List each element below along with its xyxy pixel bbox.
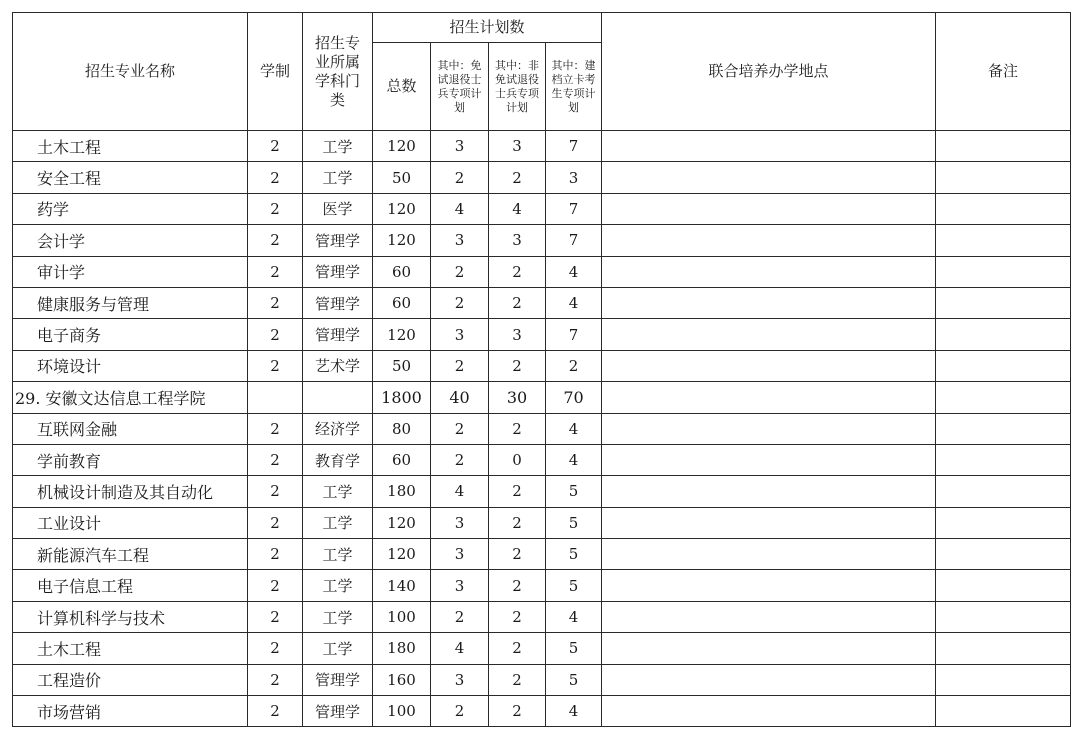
major-name-cell: 互联网金融 [13, 413, 248, 444]
table-row [13, 131, 1071, 162]
duration-cell: 2 [248, 601, 303, 632]
total-cell: 60 [373, 256, 431, 287]
remark-cell [936, 476, 1071, 507]
veteran-exempt-cell: 3 [431, 131, 489, 162]
remark-cell [936, 193, 1071, 224]
major-name-cell: 电子信息工程 [13, 570, 248, 601]
total-cell: 120 [373, 507, 431, 538]
major-name-cell: 土木工程 [13, 633, 248, 664]
veteran-nonexempt-cell: 0 [489, 444, 546, 475]
veteran-nonexempt-cell: 2 [489, 256, 546, 287]
location-cell [602, 350, 936, 381]
table-row [13, 319, 1071, 350]
veteran-nonexempt-cell: 3 [489, 131, 546, 162]
table-row [13, 287, 1071, 318]
location-cell [602, 476, 936, 507]
duration-cell: 2 [248, 664, 303, 695]
discipline-cell: 工学 [303, 601, 373, 632]
major-name-cell: 机械设计制造及其自动化 [13, 476, 248, 507]
major-name-cell: 土木工程 [13, 131, 248, 162]
poverty-cell: 7 [546, 193, 602, 224]
total-cell: 60 [373, 287, 431, 318]
header-veteran-nonexempt: 其中：非免试退役士兵专项计划 [489, 43, 546, 131]
location-cell [602, 633, 936, 664]
poverty-cell: 3 [546, 162, 602, 193]
veteran-exempt-cell: 3 [431, 664, 489, 695]
total-cell: 80 [373, 413, 431, 444]
duration-cell: 2 [248, 413, 303, 444]
discipline-cell: 教育学 [303, 444, 373, 475]
location-cell [602, 413, 936, 444]
location-cell [602, 539, 936, 570]
location-cell [602, 131, 936, 162]
major-name-cell: 市场营销 [13, 696, 248, 727]
total-cell: 120 [373, 193, 431, 224]
remark-cell [936, 696, 1071, 727]
location-cell [602, 319, 936, 350]
duration-cell: 2 [248, 696, 303, 727]
location-cell [602, 287, 936, 318]
duration-cell: 2 [248, 287, 303, 318]
poverty-cell: 4 [546, 601, 602, 632]
discipline-cell: 艺术学 [303, 350, 373, 381]
major-name-cell: 29. 安徽文达信息工程学院 [13, 382, 248, 413]
major-name-cell: 安全工程 [13, 162, 248, 193]
major-name-cell: 计算机科学与技术 [13, 601, 248, 632]
table-row [13, 539, 1071, 570]
veteran-exempt-cell: 3 [431, 539, 489, 570]
duration-cell: 2 [248, 131, 303, 162]
discipline-cell: 工学 [303, 539, 373, 570]
veteran-nonexempt-cell: 2 [489, 350, 546, 381]
major-name-cell: 会计学 [13, 225, 248, 256]
table-row [13, 696, 1071, 727]
major-name-cell: 工程造价 [13, 664, 248, 695]
remark-cell [936, 601, 1071, 632]
veteran-nonexempt-cell: 2 [489, 601, 546, 632]
major-name-cell: 审计学 [13, 256, 248, 287]
total-cell: 120 [373, 225, 431, 256]
poverty-cell: 5 [546, 570, 602, 601]
table-row [13, 444, 1071, 475]
veteran-exempt-cell: 2 [431, 256, 489, 287]
total-cell: 120 [373, 539, 431, 570]
duration-cell: 2 [248, 193, 303, 224]
remark-cell [936, 539, 1071, 570]
duration-cell: 2 [248, 539, 303, 570]
veteran-nonexempt-cell: 2 [489, 633, 546, 664]
veteran-exempt-cell: 2 [431, 413, 489, 444]
remark-cell [936, 162, 1071, 193]
discipline-cell: 管理学 [303, 287, 373, 318]
table-row [13, 225, 1071, 256]
discipline-cell: 管理学 [303, 225, 373, 256]
discipline-cell: 工学 [303, 633, 373, 664]
duration-cell: 2 [248, 444, 303, 475]
header-location: 联合培养办学地点 [602, 13, 936, 131]
header-total: 总数 [373, 43, 431, 131]
veteran-nonexempt-cell: 2 [489, 539, 546, 570]
veteran-nonexempt-cell: 4 [489, 193, 546, 224]
location-cell [602, 570, 936, 601]
header-plan-group: 招生计划数 [373, 13, 602, 43]
veteran-nonexempt-cell: 2 [489, 664, 546, 695]
header-discipline: 招生专业所属学科门类 [303, 13, 373, 131]
veteran-exempt-cell: 3 [431, 225, 489, 256]
remark-cell [936, 570, 1071, 601]
discipline-cell: 管理学 [303, 319, 373, 350]
total-cell: 50 [373, 350, 431, 381]
table-row [13, 256, 1071, 287]
poverty-cell: 7 [546, 225, 602, 256]
veteran-exempt-cell: 40 [431, 382, 489, 413]
veteran-nonexempt-cell: 30 [489, 382, 546, 413]
veteran-nonexempt-cell: 2 [489, 476, 546, 507]
discipline-cell: 管理学 [303, 256, 373, 287]
table-row [13, 570, 1071, 601]
major-name-cell: 新能源汽车工程 [13, 539, 248, 570]
poverty-cell: 5 [546, 507, 602, 538]
major-name-cell: 环境设计 [13, 350, 248, 381]
header-veteran-exempt: 其中：免试退役士兵专项计划 [431, 43, 489, 131]
header-poverty: 其中：建档立卡考生专项计划 [546, 43, 602, 131]
table-row [13, 633, 1071, 664]
duration-cell: 2 [248, 319, 303, 350]
veteran-exempt-cell: 3 [431, 570, 489, 601]
remark-cell [936, 225, 1071, 256]
location-cell [602, 444, 936, 475]
duration-cell: 2 [248, 633, 303, 664]
remark-cell [936, 131, 1071, 162]
duration-cell: 2 [248, 350, 303, 381]
veteran-exempt-cell: 2 [431, 162, 489, 193]
discipline-cell: 工学 [303, 570, 373, 601]
header-duration: 学制 [248, 13, 303, 131]
table-row [13, 162, 1071, 193]
veteran-exempt-cell: 3 [431, 507, 489, 538]
veteran-exempt-cell: 3 [431, 319, 489, 350]
total-cell: 120 [373, 131, 431, 162]
remark-cell [936, 287, 1071, 318]
header-major-name: 招生专业名称 [13, 13, 248, 131]
table-row [13, 193, 1071, 224]
location-cell [602, 507, 936, 538]
poverty-cell: 5 [546, 476, 602, 507]
total-cell: 160 [373, 664, 431, 695]
total-cell: 140 [373, 570, 431, 601]
poverty-cell: 7 [546, 131, 602, 162]
poverty-cell: 4 [546, 287, 602, 318]
major-name-cell: 健康服务与管理 [13, 287, 248, 318]
table-row [13, 476, 1071, 507]
veteran-exempt-cell: 2 [431, 350, 489, 381]
veteran-exempt-cell: 4 [431, 193, 489, 224]
table-row [13, 350, 1071, 381]
veteran-nonexempt-cell: 2 [489, 162, 546, 193]
enrollment-plan-table [12, 12, 1071, 727]
discipline-cell: 经济学 [303, 413, 373, 444]
veteran-nonexempt-cell: 2 [489, 413, 546, 444]
major-name-cell: 电子商务 [13, 319, 248, 350]
duration-cell: 2 [248, 507, 303, 538]
veteran-exempt-cell: 4 [431, 633, 489, 664]
discipline-cell: 工学 [303, 131, 373, 162]
total-cell: 100 [373, 696, 431, 727]
veteran-nonexempt-cell: 2 [489, 570, 546, 601]
location-cell [602, 696, 936, 727]
duration-cell: 2 [248, 256, 303, 287]
location-cell [602, 256, 936, 287]
duration-cell [248, 382, 303, 413]
discipline-cell: 工学 [303, 162, 373, 193]
location-cell [602, 601, 936, 632]
remark-cell [936, 507, 1071, 538]
remark-cell [936, 319, 1071, 350]
table-row [13, 413, 1071, 444]
poverty-cell: 5 [546, 539, 602, 570]
discipline-cell [303, 382, 373, 413]
header-remark: 备注 [936, 13, 1071, 131]
veteran-exempt-cell: 4 [431, 476, 489, 507]
total-cell: 1800 [373, 382, 431, 413]
location-cell [602, 193, 936, 224]
total-cell: 50 [373, 162, 431, 193]
location-cell [602, 225, 936, 256]
veteran-exempt-cell: 2 [431, 601, 489, 632]
poverty-cell: 4 [546, 413, 602, 444]
location-cell [602, 382, 936, 413]
duration-cell: 2 [248, 570, 303, 601]
table-row [13, 507, 1071, 538]
discipline-cell: 工学 [303, 507, 373, 538]
major-name-cell: 药学 [13, 193, 248, 224]
duration-cell: 2 [248, 225, 303, 256]
veteran-exempt-cell: 2 [431, 696, 489, 727]
total-cell: 120 [373, 319, 431, 350]
remark-cell [936, 413, 1071, 444]
major-name-cell: 学前教育 [13, 444, 248, 475]
discipline-cell: 管理学 [303, 696, 373, 727]
major-name-cell: 工业设计 [13, 507, 248, 538]
veteran-exempt-cell: 2 [431, 444, 489, 475]
total-cell: 180 [373, 476, 431, 507]
remark-cell [936, 444, 1071, 475]
veteran-exempt-cell: 2 [431, 287, 489, 318]
location-cell [602, 664, 936, 695]
remark-cell [936, 350, 1071, 381]
poverty-cell: 7 [546, 319, 602, 350]
veteran-nonexempt-cell: 3 [489, 319, 546, 350]
remark-cell [936, 633, 1071, 664]
duration-cell: 2 [248, 476, 303, 507]
total-cell: 180 [373, 633, 431, 664]
veteran-nonexempt-cell: 2 [489, 696, 546, 727]
discipline-cell: 管理学 [303, 664, 373, 695]
discipline-cell: 医学 [303, 193, 373, 224]
duration-cell: 2 [248, 162, 303, 193]
total-cell: 60 [373, 444, 431, 475]
discipline-cell: 工学 [303, 476, 373, 507]
poverty-cell: 5 [546, 664, 602, 695]
table-row [13, 601, 1071, 632]
poverty-cell: 2 [546, 350, 602, 381]
remark-cell [936, 256, 1071, 287]
veteran-nonexempt-cell: 2 [489, 287, 546, 318]
table-row [13, 664, 1071, 695]
poverty-cell: 4 [546, 696, 602, 727]
location-cell [602, 162, 936, 193]
table-body [13, 131, 1071, 727]
poverty-cell: 70 [546, 382, 602, 413]
poverty-cell: 5 [546, 633, 602, 664]
remark-cell [936, 382, 1071, 413]
poverty-cell: 4 [546, 444, 602, 475]
total-cell: 100 [373, 601, 431, 632]
group-row [13, 382, 1071, 413]
poverty-cell: 4 [546, 256, 602, 287]
veteran-nonexempt-cell: 2 [489, 507, 546, 538]
veteran-nonexempt-cell: 3 [489, 225, 546, 256]
remark-cell [936, 664, 1071, 695]
